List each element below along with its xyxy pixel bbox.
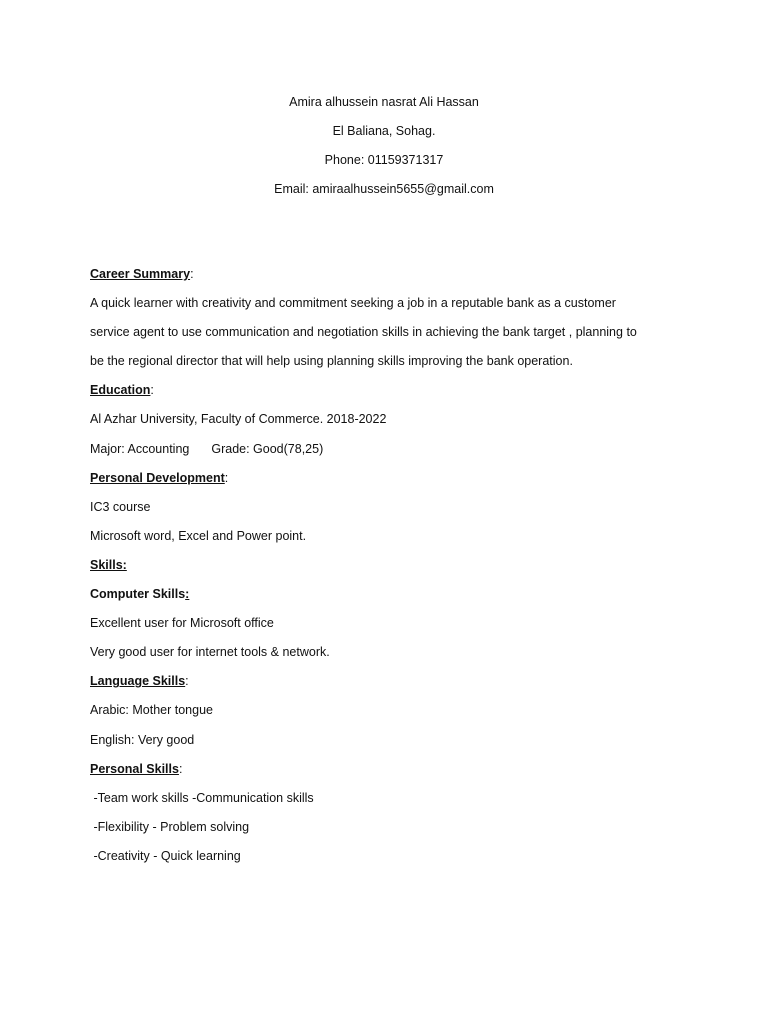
skills-heading — [90, 556, 690, 585]
personal-skill-item: -Team work skills -Communication skills — [90, 790, 314, 805]
computer-skills-heading: Computer Skills: — [90, 587, 190, 602]
candidate-address: El Baliana, Sohag. — [332, 124, 436, 138]
computer-skill-item: Very good user for internet tools & network. — [90, 645, 330, 660]
career-summary-line: service agent to use communication and negotiation skills in achieving the bank target , planning to — [90, 325, 637, 340]
language-skill-item: English: Very good — [90, 732, 195, 747]
education-title: Education — [90, 383, 151, 398]
career-summary-line: A quick learner with creativity and commitment seeking a job in a reputable bank as a customer — [90, 296, 616, 311]
career-summary-title: Career Summary — [90, 267, 191, 281]
personal-skills-heading: Personal Skills: — [90, 761, 183, 776]
personal-skill-item: -Creativity - Quick learning — [90, 848, 241, 863]
resume-header — [0, 93, 768, 209]
personal-skills-title: Personal Skills — [90, 761, 179, 776]
language-skill-item: Arabic: Mother tongue — [90, 703, 213, 718]
language-skills-title: Language Skills — [90, 674, 186, 689]
education-major-grade — [90, 440, 690, 469]
candidate-email: Email: amiraalhussein5655@gmail.com — [274, 182, 494, 196]
personal-skill-item: -Flexibility - Problem solving — [90, 819, 250, 834]
education-university: Al Azhar University, Faculty of Commerce. 2018-2022 — [90, 412, 387, 427]
computer-skill-item: Excellent user for Microsoft office — [90, 616, 274, 631]
education-major: Major: Accounting — [90, 441, 190, 456]
candidate-name: Amira alhussein nasrat Ali Hassan — [289, 95, 479, 109]
candidate-phone: Phone: 01159371317 — [324, 153, 444, 167]
resume-body — [90, 265, 690, 876]
personal-development-heading: Personal Development: — [90, 470, 229, 485]
career-summary-heading: Career Summary: — [90, 267, 194, 281]
personal-development-item: IC3 course — [90, 499, 151, 514]
personal-development-item: Microsoft word, Excel and Power point. — [90, 528, 307, 543]
computer-skills-title: Computer Skills — [90, 587, 186, 602]
skills-title: Skills: — [90, 557, 127, 572]
personal-development-title: Personal Development — [90, 470, 225, 485]
education-grade: Grade: Good(78,25) — [211, 441, 324, 456]
education-heading: Education: — [90, 383, 154, 398]
career-summary-line: be the regional director that will help using planning skills improving the bank operation. — [90, 354, 573, 369]
language-skills-heading: Language Skills: — [90, 674, 189, 689]
